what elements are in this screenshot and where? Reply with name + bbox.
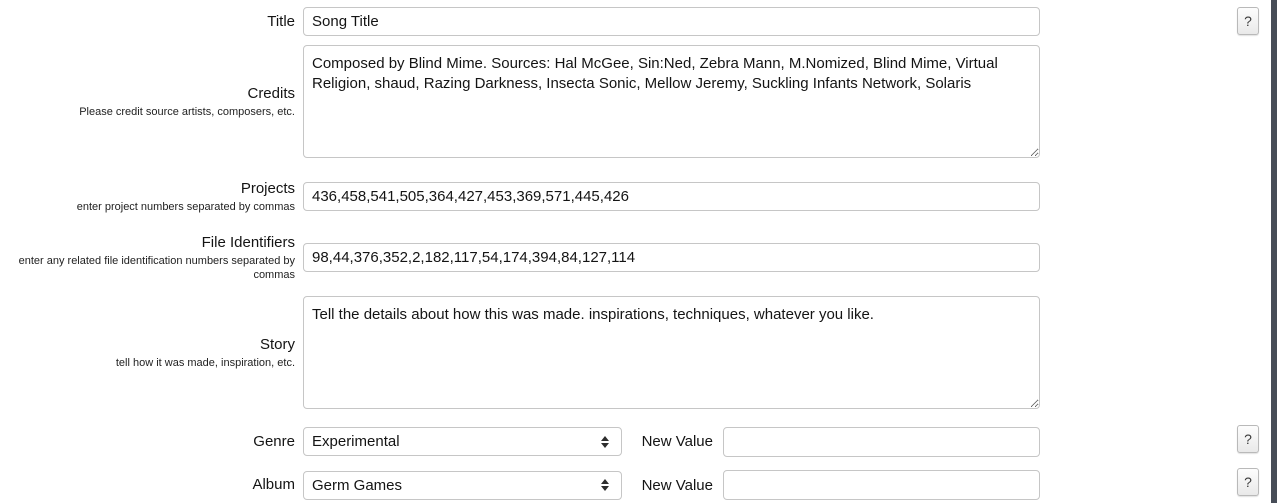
genre-label: Genre [253,432,295,450]
credits-textarea[interactable] [303,45,1040,158]
projects-input[interactable] [303,182,1040,211]
title-row [0,7,1060,36]
genre-selected-value: Experimental [312,433,400,450]
genre-new-value-input[interactable] [723,427,1040,457]
album-help-button[interactable]: ? [1237,468,1259,496]
projects-label-col [0,180,295,214]
album-new-value-label: New Value [641,476,713,494]
genre-select[interactable] [303,427,622,456]
file-identifiers-input[interactable] [303,243,1040,272]
title-label-col [0,13,295,31]
title-input[interactable] [303,7,1040,36]
story-row [0,296,1060,409]
album-row [0,470,1060,500]
projects-helper: enter project numbers separated by commas [76,200,295,213]
projects-row [0,179,1060,213]
select-updown-icon [600,436,609,448]
genre-help-button[interactable]: ? [1237,425,1259,453]
file-identifiers-helper: enter any related file identification numbers separated by commas [18,254,295,281]
album-label: Album [252,476,295,493]
album-new-value-input[interactable] [723,470,1040,500]
credits-row [0,45,1060,158]
right-edge-panel [1271,0,1277,503]
select-updown-icon [600,479,609,491]
story-label: Story [259,335,295,353]
story-helper: tell how it was made, inspiration, etc. [115,356,295,369]
album-select[interactable] [303,471,622,500]
credits-label-col [0,85,295,119]
album-label-col [0,476,295,494]
title-help-button[interactable]: ? [1237,7,1259,35]
title-label: Title [267,12,295,30]
genre-new-value-label: New Value [641,433,713,450]
credits-label: Credits [247,84,295,102]
projects-label: Projects [240,179,295,197]
story-label-col [0,336,295,370]
genre-label-col [0,433,295,451]
credits-helper: Please credit source artists, composers, etc. [79,105,295,118]
file-identifiers-label-col [0,234,295,282]
story-textarea[interactable] [303,296,1040,409]
file-identifiers-label: File Identifiers [201,233,295,251]
album-selected-value: Germ Games [312,476,403,494]
file-identifiers-row [0,233,1060,281]
genre-row [0,427,1060,456]
